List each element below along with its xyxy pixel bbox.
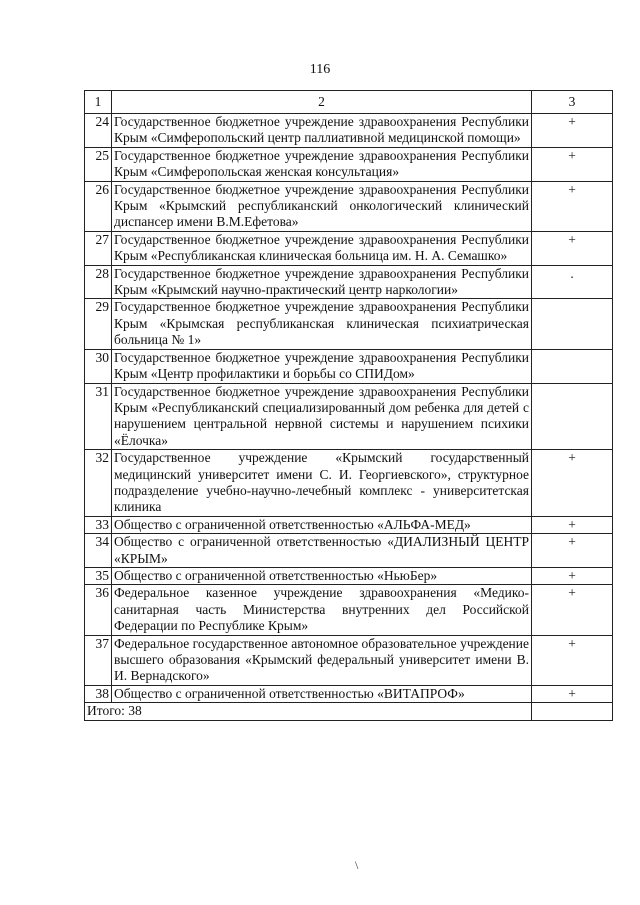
inclusion-mark: + bbox=[532, 114, 613, 148]
inclusion-mark: + bbox=[532, 147, 613, 181]
table-row bbox=[85, 635, 613, 685]
table-row bbox=[85, 516, 613, 533]
inclusion-mark bbox=[532, 383, 613, 450]
row-number: 26 bbox=[85, 181, 112, 231]
header-col-2: 2 bbox=[112, 91, 532, 114]
table-row bbox=[85, 383, 613, 450]
total-label: Итого: 38 bbox=[85, 703, 532, 720]
row-number: 28 bbox=[85, 265, 112, 299]
organization-name: Федеральное казенное учреждение здравоохранения «Медико-санитарная часть Министерства внутренних дел Российской Федерации по Республике Крым» bbox=[112, 585, 532, 635]
inclusion-mark: + bbox=[532, 635, 613, 685]
row-number: 29 bbox=[85, 299, 112, 349]
organization-name: Общество с ограниченной ответственностью «ДИАЛИЗНЫЙ ЦЕНТР «КРЫМ» bbox=[112, 534, 532, 568]
organization-name: Государственное бюджетное учреждение здравоохранения Республики Крым «Симферопольский центр паллиативной медицинской помощи» bbox=[112, 114, 532, 148]
inclusion-mark: + bbox=[532, 685, 613, 702]
organization-name: Государственное бюджетное учреждение здравоохранения Республики Крым «Крымская республиканская клиническая психиатрическая больница № 1» bbox=[112, 299, 532, 349]
table-body bbox=[85, 114, 613, 703]
table-row bbox=[85, 585, 613, 635]
inclusion-mark: + bbox=[532, 567, 613, 584]
organization-name: Государственное бюджетное учреждение здравоохранения Республики Крым «Симферопольская женская консультация» bbox=[112, 147, 532, 181]
row-number: 36 bbox=[85, 585, 112, 635]
table-row bbox=[85, 534, 613, 568]
row-number: 25 bbox=[85, 147, 112, 181]
organization-name: Государственное бюджетное учреждение здравоохранения Республики Крым «Республиканская клиническая больница им. Н. А. Семашко» bbox=[112, 231, 532, 265]
total-empty-cell bbox=[532, 703, 613, 720]
inclusion-mark: . bbox=[532, 265, 613, 299]
header-col-3: 3 bbox=[532, 91, 613, 114]
inclusion-mark: + bbox=[532, 585, 613, 635]
row-number: 38 bbox=[85, 685, 112, 702]
organization-name: Государственное бюджетное учреждение здравоохранения Республики Крым «Центр профилактики и борьбы со СПИДом» bbox=[112, 349, 532, 383]
row-number: 24 bbox=[85, 114, 112, 148]
table-header bbox=[85, 91, 613, 114]
row-number: 27 bbox=[85, 231, 112, 265]
total-row bbox=[85, 703, 613, 720]
inclusion-mark: + bbox=[532, 534, 613, 568]
organization-name: Государственное бюджетное учреждение здравоохранения Республики Крым «Крымский научно-практический центр наркологии» bbox=[112, 265, 532, 299]
header-col-1: 1 bbox=[85, 91, 112, 114]
row-number: 32 bbox=[85, 450, 112, 517]
inclusion-mark bbox=[532, 349, 613, 383]
organization-name: Общество с ограниченной ответственностью «ВИТАПРОФ» bbox=[112, 685, 532, 702]
organization-name: Общество с ограниченной ответственностью «НьюБер» bbox=[112, 567, 532, 584]
table-row bbox=[85, 567, 613, 584]
row-number: 34 bbox=[85, 534, 112, 568]
scan-mark: \ bbox=[355, 858, 359, 872]
table-row bbox=[85, 685, 613, 702]
table-row bbox=[85, 181, 613, 231]
organization-name: Государственное бюджетное учреждение здравоохранения Республики Крым «Крымский республиканский онкологический клинический диспансер имени В.М.Ефетова» bbox=[112, 181, 532, 231]
organizations-table bbox=[84, 90, 613, 721]
table-row bbox=[85, 299, 613, 349]
row-number: 37 bbox=[85, 635, 112, 685]
organization-name: Государственное учреждение «Крымский государственный медицинский университет имени С. И. Георгиевского», структурное подразделение учебно-научно-лечебный комплекс - университетская клиника bbox=[112, 450, 532, 517]
table-row bbox=[85, 265, 613, 299]
organization-name: Государственное бюджетное учреждение здравоохранения Республики Крым «Республиканский специализированный дом ребенка для детей с нарушением центральной нервной системы и нарушением психики «Ёлочка» bbox=[112, 383, 532, 450]
page-number: 116 bbox=[309, 62, 331, 77]
inclusion-mark: + bbox=[532, 181, 613, 231]
organization-name: Федеральное государственное автономное образовательное учреждение высшего образования «Крымский федеральный университет имени В. И. Вернадского» bbox=[112, 635, 532, 685]
table-row bbox=[85, 114, 613, 148]
table-row bbox=[85, 450, 613, 517]
inclusion-mark: + bbox=[532, 516, 613, 533]
row-number: 33 bbox=[85, 516, 112, 533]
inclusion-mark bbox=[532, 299, 613, 349]
table-row bbox=[85, 147, 613, 181]
table-row bbox=[85, 231, 613, 265]
inclusion-mark: + bbox=[532, 231, 613, 265]
table-row bbox=[85, 349, 613, 383]
row-number: 30 bbox=[85, 349, 112, 383]
row-number: 35 bbox=[85, 567, 112, 584]
organization-name: Общество с ограниченной ответственностью «АЛЬФА-МЕД» bbox=[112, 516, 532, 533]
inclusion-mark: + bbox=[532, 450, 613, 517]
row-number: 31 bbox=[85, 383, 112, 450]
